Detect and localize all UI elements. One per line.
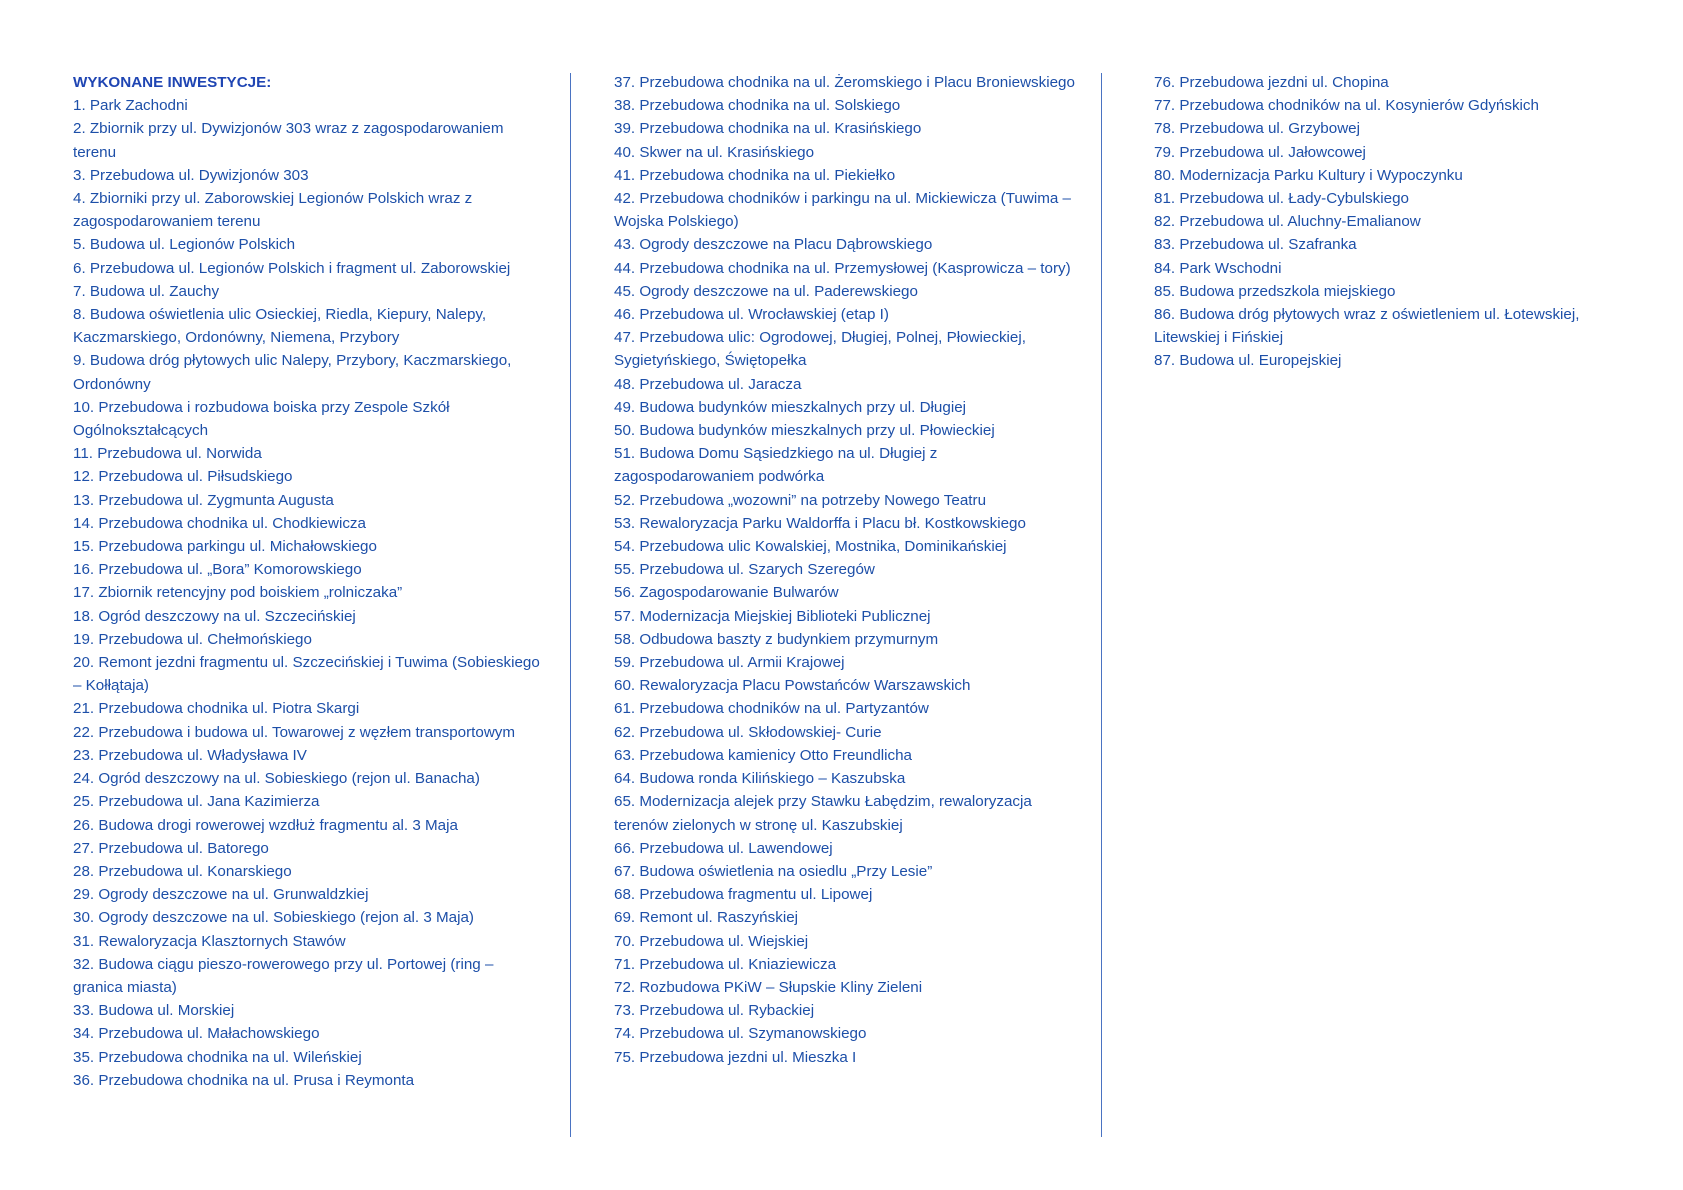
list-item: 68. Przebudowa fragmentu ul. Lipowej	[614, 886, 873, 904]
list-item: 21. Przebudowa chodnika ul. Piotra Skargi	[73, 700, 360, 718]
list-item: 42. Przebudowa chodników i parkingu na ul. Mickiewicza (Tuwima – Wojska Polskiego)	[614, 190, 1071, 231]
list-item: 66. Przebudowa ul. Lawendowej	[614, 839, 833, 857]
list-item: 49. Budowa budynków mieszkalnych przy ul. Długiej	[614, 398, 967, 416]
list-item: 33. Budowa ul. Morskiej	[73, 1002, 235, 1020]
list-item: 37. Przebudowa chodnika na ul. Żeromskiego i Placu Broniewskiego	[614, 74, 1075, 91]
list-item: 15. Przebudowa parkingu ul. Michałowskiego	[73, 538, 377, 556]
list-item: 27. Przebudowa ul. Batorego	[73, 839, 269, 857]
list-item: 54. Przebudowa ulic Kowalskiej, Mostnika, Dominikańskiej	[614, 538, 1007, 556]
list-item: 64. Budowa ronda Kilińskiego – Kaszubska	[614, 770, 906, 788]
list-item: 7. Budowa ul. Zauchy	[73, 282, 220, 300]
list-item: 71. Przebudowa ul. Kniaziewicza	[614, 955, 837, 973]
list-item: 22. Przebudowa i budowa ul. Towarowej z węzłem transportowym	[73, 723, 516, 741]
list-item: 65. Modernizacja alejek przy Stawku Łabędzim, rewaloryzacja terenów zielonych w stronę ul. Kaszubskiej	[614, 793, 1032, 834]
list-item: 62. Przebudowa ul. Skłodowskiej- Curie	[614, 723, 882, 741]
list-item: 77. Przebudowa chodników na ul. Kosynierów Gdyńskich	[1154, 97, 1539, 115]
list-item: 76. Przebudowa jezdni ul. Chopina	[1154, 74, 1389, 91]
list-item: 51. Budowa Domu Sąsiedzkiego na ul. Długiej z zagospodarowaniem podwórka	[614, 445, 938, 486]
list-item: 12. Przebudowa ul. Piłsudskiego	[73, 468, 293, 486]
list-item: 78. Przebudowa ul. Grzybowej	[1154, 120, 1360, 138]
list-item: 30. Ogrody deszczowe na ul. Sobieskiego (rejon al. 3 Maja)	[73, 909, 474, 927]
list-item: 31. Rewaloryzacja Klasztornych Stawów	[73, 932, 346, 950]
list-item: 46. Przebudowa ul. Wrocławskiej (etap I)	[614, 306, 889, 324]
list-item: 9. Budowa dróg płytowych ulic Nalepy, Przybory, Kaczmarskiego, Ordonówny	[73, 352, 512, 393]
list-item: 19. Przebudowa ul. Chełmońskiego	[73, 630, 312, 648]
list-item: 14. Przebudowa chodnika ul. Chodkiewicza	[73, 514, 366, 532]
list-item: 28. Przebudowa ul. Konarskiego	[73, 862, 292, 880]
list-item: 56. Zagospodarowanie Bulwarów	[614, 584, 839, 602]
list-item: 73. Przebudowa ul. Rybackiej	[614, 1002, 815, 1020]
list-item: 4. Zbiorniki przy ul. Zaborowskiej Legionów Polskich wraz z zagospodarowaniem terenu	[73, 190, 473, 231]
list-item: 2. Zbiornik przy ul. Dywizjonów 303 wraz z zagospodarowaniem terenu	[73, 120, 504, 161]
list-item: 13. Przebudowa ul. Zygmunta Augusta	[73, 491, 334, 509]
list-item: 82. Przebudowa ul. Aluchny-Emalianow	[1154, 213, 1421, 231]
investment-list-2	[614, 71, 1076, 1069]
list-item: 63. Przebudowa kamienicy Otto Freundlicha	[614, 746, 912, 764]
list-item: 39. Przebudowa chodnika na ul. Krasińskiego	[614, 120, 922, 138]
list-item: 10. Przebudowa i rozbudowa boiska przy Zespole Szkół Ogólnokształcących	[73, 398, 450, 440]
list-item: 72. Rozbudowa PKiW – Słupskie Kliny Zieleni	[614, 978, 923, 996]
list-item: 25. Przebudowa ul. Jana Kazimierza	[73, 793, 320, 811]
list-item: 83. Przebudowa ul. Szafranka	[1154, 236, 1357, 254]
list-item: 8. Budowa oświetlenia ulic Osieckiej, Riedla, Kiepury, Nalepy, Kaczmarskiego, Ordonówny, Niemena, Przybory	[73, 306, 487, 347]
list-item: 17. Zbiornik retencyjny pod boiskiem „rolniczaka”	[73, 584, 403, 602]
column-3	[1154, 71, 1644, 373]
list-item: 57. Modernizacja Miejskiej Biblioteki Publicznej	[614, 607, 931, 625]
list-item: 61. Przebudowa chodników na ul. Partyzantów	[614, 700, 929, 718]
list-item: 58. Odbudowa baszty z budynkiem przymurnym	[614, 630, 939, 648]
column-2	[614, 71, 1076, 1069]
list-item: 75. Przebudowa jezdni ul. Mieszka I	[614, 1048, 857, 1066]
investment-list-1	[73, 94, 545, 1092]
list-item: 85. Budowa przedszkola miejskiego	[1154, 282, 1396, 300]
list-item: 84. Park Wschodni	[1154, 259, 1282, 277]
list-item: 24. Ogród deszczowy na ul. Sobieskiego (rejon ul. Banacha)	[73, 770, 480, 788]
list-item: 38. Przebudowa chodnika na ul. Solskiego	[614, 97, 901, 115]
list-item: 87. Budowa ul. Europejskiej	[1154, 352, 1342, 370]
list-item: 69. Remont ul. Raszyńskiej	[614, 909, 799, 927]
list-item: 3. Przebudowa ul. Dywizjonów 303	[73, 166, 309, 184]
list-item: 36. Przebudowa chodnika na ul. Prusa i Reymonta	[73, 1071, 415, 1089]
list-item: 29. Ogrody deszczowe na ul. Grunwaldzkiej	[73, 886, 369, 904]
column-divider-1	[570, 73, 571, 1137]
list-item: 43. Ogrody deszczowe na Placu Dąbrowskiego	[614, 236, 933, 254]
list-item: 79. Przebudowa ul. Jałowcowej	[1154, 143, 1366, 161]
list-item: 50. Budowa budynków mieszkalnych przy ul. Płowieckiej	[614, 422, 995, 440]
list-item: 6. Przebudowa ul. Legionów Polskich i fragment ul. Zaborowskiej	[73, 259, 511, 277]
list-item: 80. Modernizacja Parku Kultury i Wypoczynku	[1154, 166, 1463, 184]
list-item: 81. Przebudowa ul. Łady-Cybulskiego	[1154, 190, 1409, 208]
list-item: 67. Budowa oświetlenia na osiedlu „Przy Lesie”	[614, 862, 933, 880]
section-heading: WYKONANE INWESTYCJE:	[73, 74, 272, 91]
list-item: 55. Przebudowa ul. Szarych Szeregów	[614, 561, 875, 579]
column-1	[73, 71, 545, 1092]
list-item: 1. Park Zachodni	[73, 97, 188, 115]
list-item: 41. Przebudowa chodnika na ul. Piekiełko	[614, 166, 896, 184]
list-item: 53. Rewaloryzacja Parku Waldorffa i Placu bł. Kostkowskiego	[614, 514, 1026, 532]
list-item: 59. Przebudowa ul. Armii Krajowej	[614, 654, 845, 672]
list-item: 45. Ogrody deszczowe na ul. Paderewskiego	[614, 282, 918, 300]
list-item: 52. Przebudowa „wozowni” na potrzeby Nowego Teatru	[614, 491, 987, 509]
list-item: 23. Przebudowa ul. Władysława IV	[73, 746, 307, 764]
list-item: 32. Budowa ciągu pieszo-rowerowego przy ul. Portowej (ring – granica miasta)	[73, 955, 494, 996]
list-item: 60. Rewaloryzacja Placu Powstańców Warszawskich	[614, 677, 971, 695]
list-item: 40. Skwer na ul. Krasińskiego	[614, 143, 815, 161]
list-item: 16. Przebudowa ul. „Bora” Komorowskiego	[73, 561, 362, 579]
list-item: 48. Przebudowa ul. Jaracza	[614, 375, 802, 393]
list-item: 11. Przebudowa ul. Norwida	[73, 445, 262, 463]
list-item: 34. Przebudowa ul. Małachowskiego	[73, 1025, 320, 1043]
list-item: 86. Budowa dróg płytowych wraz z oświetleniem ul. Łotewskiej, Litewskiej i Fińskiej	[1154, 306, 1580, 347]
list-item: 47. Przebudowa ulic: Ogrodowej, Długiej, Polnej, Płowieckiej, Sygietyńskiego, Świętopełka	[614, 329, 1026, 370]
list-item: 18. Ogród deszczowy na ul. Szczecińskiej	[73, 607, 356, 625]
investment-list-3	[1154, 71, 1644, 373]
list-item: 44. Przebudowa chodnika na ul. Przemysłowej (Kasprowicza – tory)	[614, 259, 1071, 277]
list-item: 35. Przebudowa chodnika na ul. Wileńskiej	[73, 1048, 362, 1066]
list-item: 5. Budowa ul. Legionów Polskich	[73, 236, 296, 254]
list-item: 26. Budowa drogi rowerowej wzdłuż fragmentu al. 3 Maja	[73, 816, 458, 834]
list-item: 74. Przebudowa ul. Szymanowskiego	[614, 1025, 867, 1043]
list-item: 70. Przebudowa ul. Wiejskiej	[614, 932, 809, 950]
column-divider-2	[1101, 73, 1102, 1137]
list-item: 20. Remont jezdni fragmentu ul. Szczecińskiej i Tuwima (Sobieskiego – Kołłątaja)	[73, 654, 540, 695]
